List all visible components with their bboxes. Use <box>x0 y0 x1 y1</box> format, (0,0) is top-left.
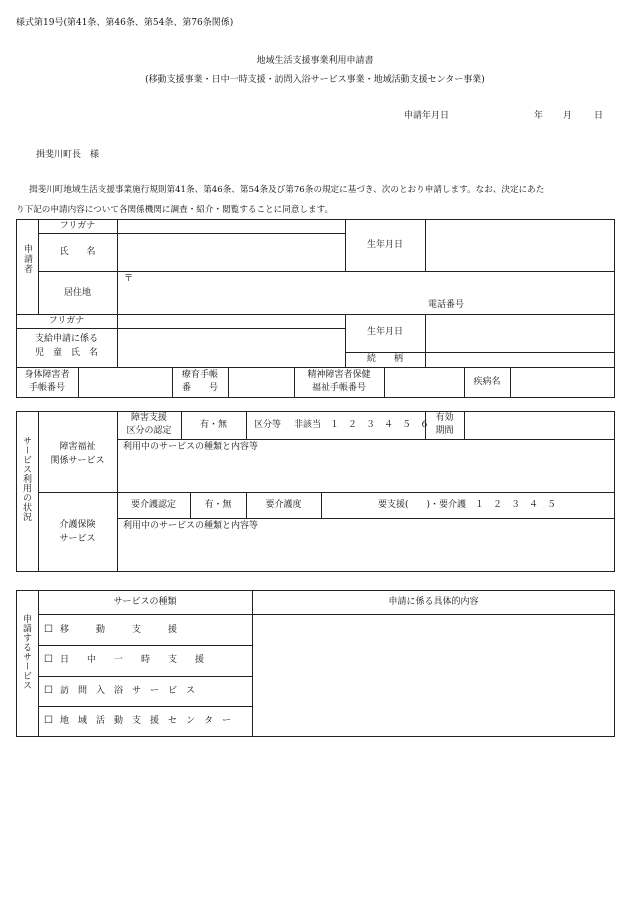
applicant-furigana-label: フリガナ <box>59 221 96 231</box>
applicant-address-field[interactable] <box>118 272 614 313</box>
application-month: 月 <box>563 111 573 121</box>
ryoiku-cert-label-line1: 療育手帳 <box>181 370 218 380</box>
service-status-section-label: サービス利用の状況 <box>21 436 31 522</box>
child-birthdate-field[interactable] <box>426 315 614 351</box>
support-category-options[interactable]: 非該当 １ ２ ３ ４ ５ ６ <box>294 420 430 430</box>
applicant-furigana-field[interactable] <box>118 221 344 232</box>
child-name-label-line1: 支給申請に係る <box>34 334 98 344</box>
application-year: 年 <box>534 111 544 121</box>
child-birthdate-label: 生年月日 <box>366 327 403 337</box>
application-date-label: 申請年月日 <box>404 111 450 121</box>
document-title: 地域生活支援事業利用申請書 <box>256 56 374 66</box>
care-service-label-line2: サービス <box>59 534 96 544</box>
disease-label: 疾病名 <box>473 377 501 387</box>
child-furigana-label: フリガナ <box>48 316 85 326</box>
applicant-name-label: 氏 名 <box>59 247 96 257</box>
physical-cert-label-line1: 身体障害者 <box>24 370 70 380</box>
service-type-header: サービスの種類 <box>113 597 177 607</box>
service-item-label: 日 中 一 時 支 援 <box>60 655 205 665</box>
support-category-label: 区分等 <box>254 420 282 430</box>
physical-cert-field[interactable] <box>79 368 171 397</box>
requested-services-section-label: 申請するサービス <box>21 614 31 690</box>
child-relation-label: 続 柄 <box>366 354 403 364</box>
service-content-field[interactable] <box>253 615 614 736</box>
welfare-service-detail-field[interactable] <box>118 440 614 491</box>
phone-label: 電話番号 <box>428 300 465 310</box>
mental-cert-label-line1: 精神障害者保健 <box>307 370 371 380</box>
ryoiku-cert-label-line2: 番 号 <box>181 383 218 393</box>
ryoiku-cert-field[interactable] <box>229 368 293 397</box>
child-furigana-field[interactable] <box>118 315 344 327</box>
support-cert-label-line1: 障害支援 <box>130 413 167 423</box>
care-service-detail-label: 利用中のサービスの種類と内容等 <box>123 521 259 531</box>
care-cert-label: 要介護認定 <box>130 500 176 510</box>
child-name-field[interactable] <box>118 329 344 366</box>
applicant-birthdate-label: 生年月日 <box>366 240 403 250</box>
service-content-header: 申請に係る具体的内容 <box>388 597 479 607</box>
applicant-section-label: 申請者 <box>22 244 32 274</box>
application-day: 日 <box>594 111 604 121</box>
physical-cert-label-line2: 手帳番号 <box>28 383 65 393</box>
form-number: 様式第19号(第41条、第46条、第54条、第76条関係) <box>16 18 234 28</box>
support-cert-label-line2: 区分の認定 <box>126 426 172 436</box>
checkbox-icon[interactable]: ☐ <box>44 654 53 665</box>
service-item-label: 訪 問 入 浴 サ ー ビ ス <box>60 686 196 696</box>
care-level-label: 要介護度 <box>265 500 302 510</box>
applicant-address-label: 居住地 <box>63 288 91 298</box>
child-name-label-line2: 児 童 氏 名 <box>34 348 98 358</box>
document-subtitle: (移動支援事業・日中一時支援・訪問入浴サービス事業・地域活動支援センター事業) <box>145 75 485 85</box>
care-service-label-line1: 介護保険 <box>59 520 96 530</box>
valid-period-field[interactable] <box>465 412 614 438</box>
applicant-birthdate-field[interactable] <box>426 220 614 270</box>
postal-mark: 〒 <box>124 274 134 284</box>
welfare-service-label-line2: 関係サービス <box>50 456 105 466</box>
disease-field[interactable] <box>511 368 614 397</box>
valid-period-label-line2: 期間 <box>435 426 454 436</box>
applicant-name-field[interactable] <box>118 234 344 270</box>
mental-cert-field[interactable] <box>385 368 463 397</box>
care-service-detail-field[interactable] <box>118 519 614 571</box>
support-cert-yes-no[interactable]: 有・無 <box>199 420 227 430</box>
care-cert-yes-no[interactable]: 有・無 <box>204 500 232 510</box>
checkbox-icon[interactable]: ☐ <box>44 715 53 726</box>
valid-period-label-line1: 有効 <box>435 413 454 423</box>
mental-cert-label-line2: 福祉手帳番号 <box>311 383 366 393</box>
checkbox-icon[interactable]: ☐ <box>44 624 53 635</box>
welfare-service-label-line1: 障害福祉 <box>59 442 96 452</box>
welfare-service-detail-label: 利用中のサービスの種類と内容等 <box>123 442 259 452</box>
child-relation-field[interactable] <box>426 353 614 366</box>
care-level-options[interactable]: 要支援( )・要介護 １ ２ ３ ４ ５ <box>378 500 557 510</box>
addressee: 揖斐川町長 様 <box>36 150 100 160</box>
service-item-label: 移 動 支 援 <box>60 625 178 635</box>
intro-text-line2: り下記の申請内容について各関係機関に調査・紹介・閲覧することに同意します。 <box>16 205 334 215</box>
checkbox-icon[interactable]: ☐ <box>44 685 53 696</box>
service-item-label: 地 域 活 動 支 援 セ ン タ ー <box>60 716 232 726</box>
intro-text-line1: 揖斐川町地域生活支援事業施行規則第41条、第46条、第54条及び第76条の規定に基づき、次のとおり申請します。なお、決定にあた <box>29 185 545 195</box>
